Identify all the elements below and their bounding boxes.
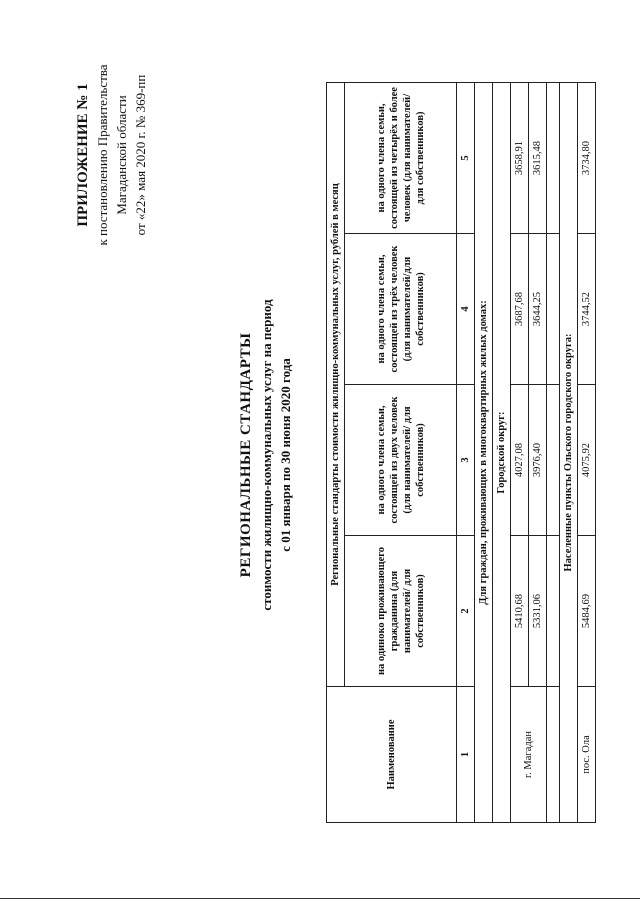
col-header-two: на одного члена семьи, состоящей из двух человек (для нанимателей/ для собственников) (345, 385, 457, 536)
col-header-single: на одиноко проживающего гражданина (для нанимателей/ для собственников) (345, 536, 457, 687)
document-title: РЕГИОНАЛЬНЫЕ СТАНДАРТЫ (238, 332, 254, 578)
col-number: 5 (457, 83, 475, 234)
row-name-magadan: г. Магадан (511, 687, 547, 823)
col-number: 4 (457, 234, 475, 385)
table-cell: 3744,52 (578, 234, 596, 385)
subsection-row (560, 83, 578, 823)
group-header: Региональные стандарты стоимости жилищно-коммунальных услуг, рублей в месяц (327, 83, 345, 687)
table-cell: 5484,69 (578, 536, 596, 687)
section-title: Для граждан, проживающих в многоквартирных жилых домах: (475, 83, 493, 823)
table-cell: 5331,06 (529, 536, 547, 687)
table-cell: 4027,08 (511, 385, 529, 536)
document-subtitle (257, 145, 295, 765)
appendix-title: ПРИЛОЖЕНИЕ № 1 (75, 83, 91, 227)
appendix-line-1: к постановлению Правительства (95, 64, 110, 246)
table-cell: 3687,68 (511, 234, 529, 385)
subtitle-line-1: стоимости жилищно-коммунальных услуг на период (259, 299, 274, 611)
table-cell: 3615,48 (529, 83, 547, 234)
subtitle-line-2: с 01 января по 30 июня 2020 года (278, 358, 293, 552)
appendix-line-3: от «22» мая 2020 г. № 369-пп (133, 74, 148, 236)
table-cell: 3644,25 (529, 234, 547, 385)
header-row-group (327, 83, 345, 823)
table-cell: 3734,80 (578, 83, 596, 234)
col-header-four-plus: на одного члена семьи, состоящей из четырёх и более человек (для нанимателей/для собственников) (345, 83, 457, 234)
row-name-ola: пос. Ола (578, 687, 596, 823)
col-name-header: Наименование (327, 687, 457, 823)
table-cell: 3658,91 (511, 83, 529, 234)
col-number: 2 (457, 536, 475, 687)
subsection-ola-district: Населенные пункты Ольского городского округа: (560, 83, 578, 823)
standards-table (326, 82, 596, 823)
subsection-city-district: Городской округ: (493, 83, 511, 823)
col-number: 1 (457, 687, 475, 823)
spacer-row (547, 83, 560, 823)
section-row (475, 83, 493, 823)
table-cell: 4075,92 (578, 385, 596, 536)
subsection-row (493, 83, 511, 823)
appendix-line-2: Магаданской области (114, 95, 129, 215)
table-cell: 5410,68 (511, 536, 529, 687)
col-header-three: на одного члена семьи, состоящей из трёх человек (для нанимателей/для собственников) (345, 234, 457, 385)
page-bottom-rule (0, 898, 640, 899)
column-number-row (457, 83, 475, 823)
table-row (511, 83, 529, 823)
table-cell: 3976,40 (529, 385, 547, 536)
appendix-block (74, 5, 150, 305)
table-row (578, 83, 596, 823)
col-number: 3 (457, 385, 475, 536)
